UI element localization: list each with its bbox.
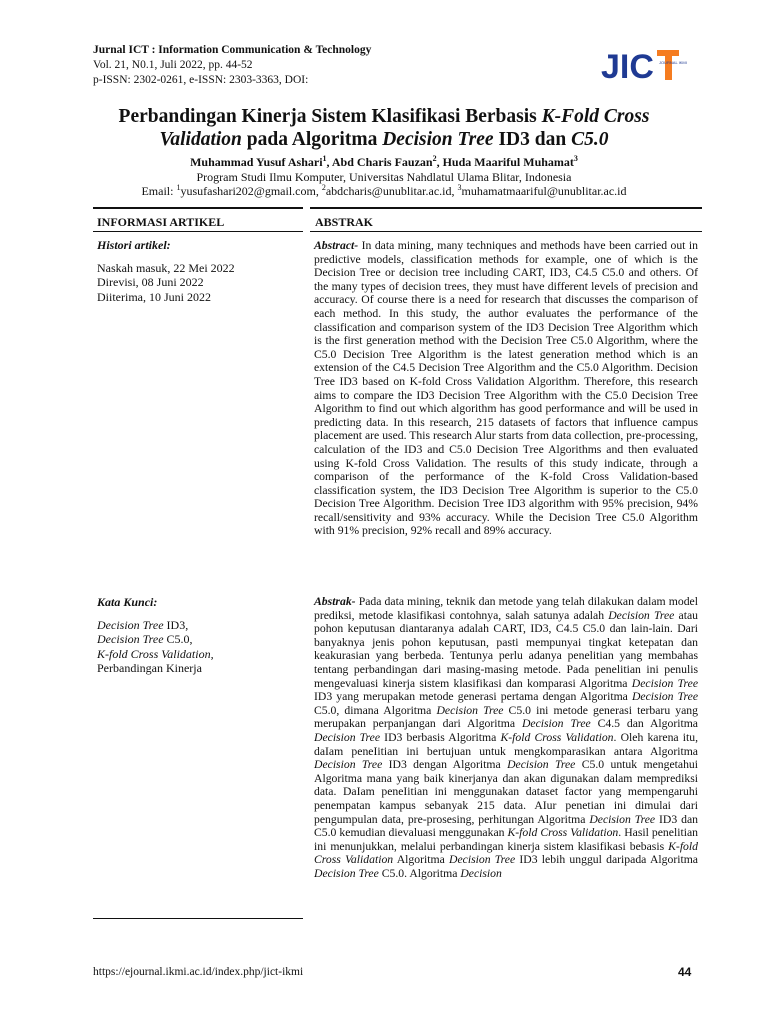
history-label: Histori artikel: [97, 238, 171, 252]
email-address: abdcharis@unublitar.ac.id [325, 184, 452, 198]
page-number: 44 [678, 965, 692, 979]
abstract-english: Abstract- In data mining, many techniques and methods have been carried out in predictive models, classification methods for example, one of which is the Decision Tree or decision tree including CART, ID3, C4.5 C5.0 and others. Of the many types of decision trees, they must have different levels of precision and accuracy. Of course there is a need for research that discusses the comparison of each method. In this study, the author evaluates the performance of the classification and comparison system of the ID3 Decision Tree Algorithm which is the first generation method with the Decision Tree C5.0 Algorithm, where the C5.0 Decision Tree Algorithm is the latest generation method which is an extension of the C4.5 Decision Tree Algorithm and the C5.0 Algorithm. Decision Tree ID3 based on K-fold Cross Validation Algorithm. Therefore, this research aims to compare the ID3 Decision Tree Algorithm with the C5.0 Decision Tree Algorithm to find out which algorithm has good performance and will be used in predicting data. In this research, 215 datasets of factors that influence campus placement are used. This research Alur starts from data collection, pre-processing, calculation of the ID3 and C5.0 Decision Tree Algorithms and then evaluated using K-fold Cross Validation. The results of this study indicate, through a comparison of the performance of the K-fold Cross Validation-based classification system, the ID3 Decision Tree Algorithm is superior to the C5.0 Decision Tree Algorithm. Decision Tree ID3 algorithm with 95% precision, 94% recall/sensitivity and 93% accuracy. While the Decision Tree C5.0 Algorithm with 91% precision, 92% recall and 89% accuracy. [314, 239, 698, 538]
keyword-item: K-fold Cross Validation, [97, 646, 214, 661]
journal-logo [599, 44, 687, 86]
email-line: Email: $^1$yusufashari202@gmail.com, $^2$abdcharis@unublitar.ac.id, $^3$muhamatmaariful@unublitar.ac.id [141, 183, 627, 198]
paper-title: Perbandingan Kinerja Sistem Klasifikasi Berbasis K-Fold Cross Validation pada Algoritma Decision Tree ID3 dan C5.0 [118, 106, 650, 150]
footer-url[interactable]: https://ejournal.ikmi.ac.id/index.php/jict-ikmi [93, 966, 304, 978]
rule-mid-right [310, 231, 702, 232]
article-history [97, 238, 297, 304]
journal-name: Jurnal ICT : Information Communication & Technology [93, 44, 372, 56]
article-info-heading: INFORMASI ARTIKEL [97, 215, 225, 229]
rule-top-left [93, 207, 303, 209]
date-received: Naskah masuk, 22 Mei 2022 [97, 261, 235, 276]
abstract-indonesian: Abstrak- Pada data mining, teknik dan metode yang telah dilakukan dalam model prediksi, metode klasifikasi contohnya, salah satunya adalah Decision Tree atau pohon keputusan diantaranya adalah CART, ID3, C4.5 C5.0 dan lain-lain. Dari banyaknya jenis pohon keputusan, pasti mempunyai tingkat ketepatan dan keakurasian yang berbeda. Tentunya perlu adanya penelitian yang membahas tentang perbandingan dari masing-masing metode. Pada penelitian ini penulis mengevaluasi kinerja sistem klasifikasi dan komparasi Algoritma Decision Tree ID3 yang merupakan metode generasi pertama dengan Algoritma Decision Tree C5.0, dimana Algoritma Decision Tree C5.0 ini metode generasi terbaru yang merupakan perpanjangan dari Algoritma Decision Tree C4.5 dan Algoritma Decision Tree ID3 berbasis Algoritma K-fold Cross Validation. Oleh karena itu, daIam peneIitian ini bertujuan untuk mengkomparasikan antara Algoritma Decision Tree ID3 dengan Algoritma Decision Tree C5.0 untuk mengetahui Algoritma mana yang baik kinerjanya dan akan digunakan dalam memprediksi data. DaIam peneIitian ini menggunakan dataset factor yang mempengaruhi penempatan kampus sebanyak 215 data. AIur penetian ini dimulai dari pengumpulan data, pre-prosesing, perhitungan Algoritma Decision Tree ID3 dan C5.0 kemudian dievaluasi menggunakan K-fold Cross Validation. Hasil penelitian ini menunjukkan, melalui perbandingan kinerja sistem klasifikasi bebasis K-fold Cross Validation Algoritma Decision Tree ID3 lebih unggul daripada Algoritma Decision Tree C5.0. Algoritma Decision [314, 595, 699, 880]
author-list: Muhammad Yusuf Ashari$^1$, Abd Charis Fauzan$^2$, Huda Maariful Muhamat$^3$ [190, 154, 578, 169]
logo-small-text: JOURNAL IKMI [659, 60, 687, 65]
affiliation: Program Studi Ilmu Komputer, Universitas Nahdlatul Ulama Blitar, Indonesia [196, 170, 572, 184]
journal-volume: Vol. 21, N0.1, Juli 2022, pp. 44-52 [93, 59, 253, 71]
rule-bottom-left [93, 918, 303, 919]
keyword-item: Perbandingan Kinerja [97, 660, 202, 675]
rule-top-right [310, 207, 702, 209]
date-revised: Direvisi, 08 Juni 2022 [97, 275, 204, 290]
keywords [97, 595, 297, 675]
keywords-label: Kata Kunci: [97, 595, 158, 609]
author-name: Muhammad Yusuf Ashari [190, 155, 323, 169]
svg-text:JIC: JIC [601, 48, 654, 86]
date-accepted: Diiterima, 10 Juni 2022 [97, 289, 211, 304]
abstract-heading: ABSTRAK [315, 215, 374, 229]
author-name: Abd Charis Fauzan [331, 155, 433, 169]
rule-mid-left [93, 231, 303, 232]
journal-issn: p-ISSN: 2302-0261, e-ISSN: 2303-3363, DOI: [93, 74, 309, 86]
email-address: muhamatmaariful@unublitar.ac.id [461, 184, 627, 198]
author-name: Huda Maariful Muhamat [442, 155, 574, 169]
keyword-item: Decision Tree C5.0, [97, 632, 193, 647]
journal-header [93, 43, 613, 88]
email-address: yusufashari202@gmail.com [180, 184, 316, 198]
keyword-item: Decision Tree ID3, [97, 618, 189, 633]
